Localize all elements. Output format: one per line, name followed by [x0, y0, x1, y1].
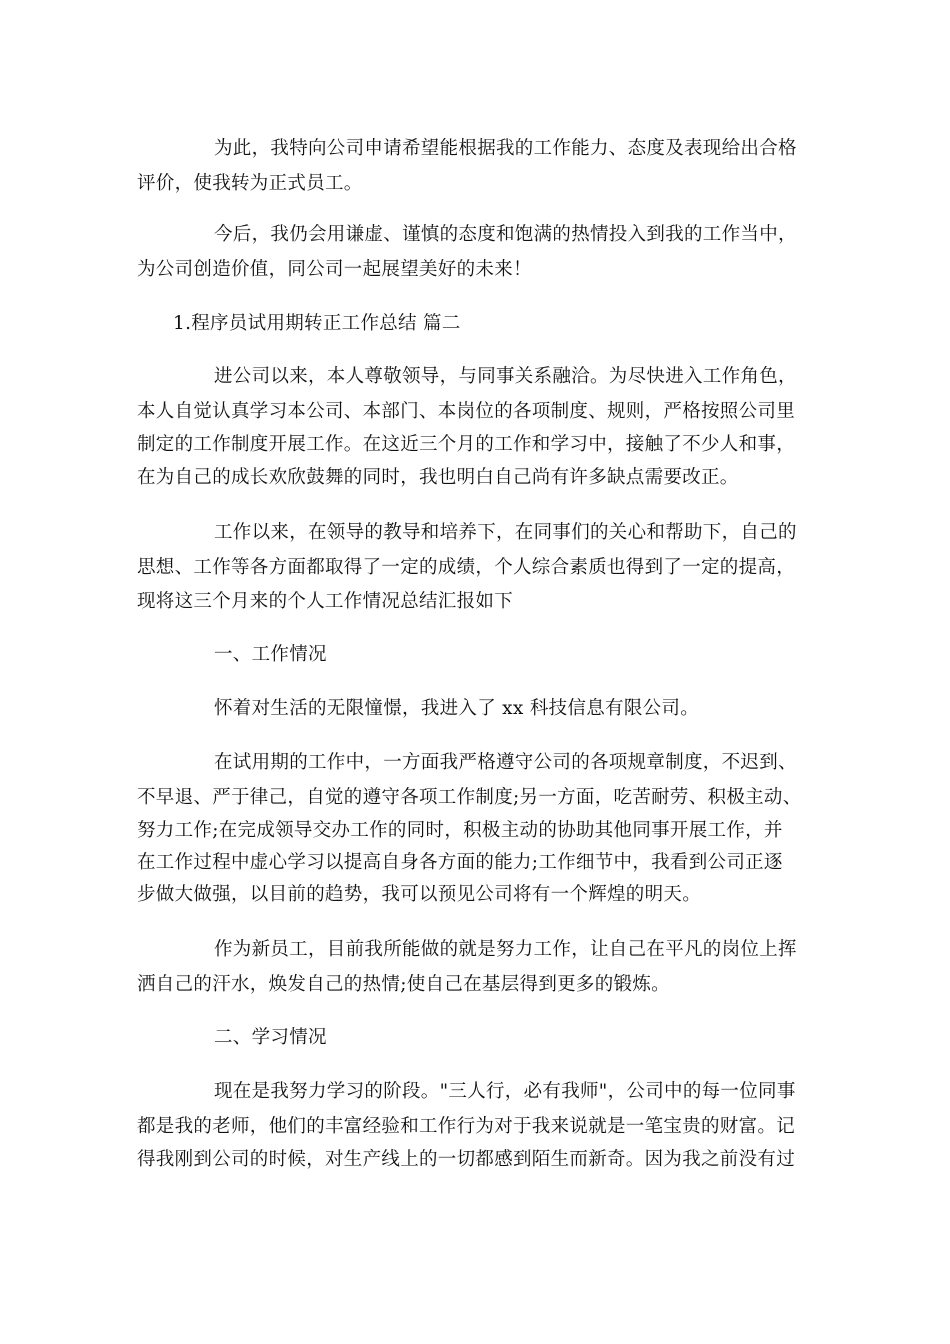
- paragraph-line: 为公司创造价值，同公司一起展望美好的未来！: [137, 259, 532, 280]
- paragraph-line: 都是我的老师，他们的丰富经验和工作行为对于我来说就是一笔宝贵的财富。记: [137, 1116, 796, 1137]
- paragraph-line: 现在是我努力学习的阶段。"三人行，必有我师"，公司中的每一位同事: [214, 1081, 796, 1102]
- paragraph-line: 步做大做强，以目前的趋势，我可以预见公司将有一个辉煌的明天。: [137, 884, 702, 905]
- paragraph-line: 在试用期的工作中，一方面我严格遵守公司的各项规章制度，不迟到、: [214, 752, 797, 773]
- paragraph-line: 在为自己的成长欢欣鼓舞的同时，我也明白自己尚有许多缺点需要改正。: [137, 467, 739, 488]
- paragraph-line: 制定的工作制度开展工作。在这近三个月的工作和学习中，接触了不少人和事，: [137, 434, 796, 455]
- paragraph-line: 怀着对生活的无限憧憬，我进入了 xx 科技信息有限公司。: [214, 698, 700, 719]
- paragraph-line: 努力工作;在完成领导交办工作的同时，积极主动的协助其他同事开展工作，并: [137, 820, 783, 841]
- paragraph-line: 不早退、严于律己，自觉的遵守各项工作制度;另一方面，吃苦耐劳、积极主动、: [137, 787, 802, 808]
- paragraph-line: 进公司以来，本人尊敬领导，与同事关系融洽。为尽快进入工作角色，: [214, 366, 797, 387]
- paragraph-line: 评价，使我转为正式员工。: [137, 173, 363, 194]
- section-title: 1.程序员试用期转正工作总结 篇二: [173, 313, 461, 334]
- paragraph-line: 本人自觉认真学习本公司、本部门、本岗位的各项制度、规则，严格按照公司里: [137, 401, 796, 422]
- paragraph-line: 为此，我特向公司申请希望能根据我的工作能力、态度及表现给出合格: [214, 138, 797, 159]
- paragraph-line: 洒自己的汗水，焕发自己的热情;使自己在基层得到更多的锻炼。: [137, 974, 670, 995]
- subsection-heading: 二、学习情况: [214, 1027, 327, 1048]
- paragraph-line: 工作以来，在领导的教导和培养下，在同事们的关心和帮助下，自己的: [214, 522, 797, 543]
- subsection-heading: 一、工作情况: [214, 644, 327, 665]
- paragraph-line: 思想、工作等各方面都取得了一定的成绩，个人综合素质也得到了一定的提高，: [137, 557, 796, 578]
- paragraph-line: 现将这三个月来的个人工作情况总结汇报如下: [137, 591, 514, 612]
- paragraph-line: 作为新员工，目前我所能做的就是努力工作，让自己在平凡的岗位上挥: [214, 939, 797, 960]
- paragraph-line: 今后，我仍会用谦虚、谨慎的态度和饱满的热情投入到我的工作当中，: [214, 224, 797, 245]
- paragraph-line: 在工作过程中虚心学习以提高自身各方面的能力;工作细节中，我看到公司正逐: [137, 852, 783, 873]
- paragraph-line: 得我刚到公司的时候，对生产线上的一切都感到陌生而新奇。因为我之前没有过: [137, 1149, 796, 1170]
